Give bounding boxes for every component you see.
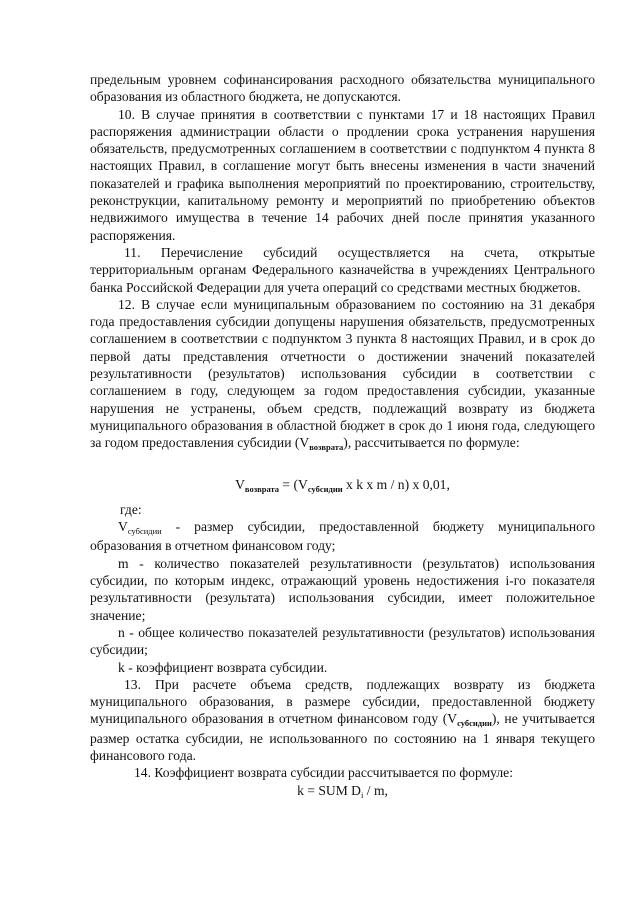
formula-coefficient xyxy=(90,782,595,801)
paragraph-13 xyxy=(90,676,595,764)
paragraph-13-end: ), не учитывается размер остатка субсидии, не использованного по состоянию на 1 января текущего финансового года. xyxy=(90,711,595,763)
definition-m: m - количество показателей результативности (результатов) использования субсидии, по которым индекс, отражающий уровень недостижения i-го показателя результативности (результата) использования субсидии, имеет положительное значение; xyxy=(90,555,595,623)
where-label: где: xyxy=(120,501,142,517)
definition-v-subsidy xyxy=(90,518,595,555)
formula2-start: k = SUM D xyxy=(297,782,362,798)
def-v-text: - размер субсидии, предоставленной бюджету муниципального образования в отчетном финансовом году; xyxy=(90,519,595,554)
definition-n: n - общее количество показателей результативности (результатов) использования субсидии; xyxy=(90,624,595,658)
formula2-subscript: i xyxy=(361,789,364,800)
p13-v-subscript: субсидии xyxy=(457,718,492,729)
formula-subsidy-subscript: субсидии xyxy=(307,483,343,494)
v-return-subscript: возврата xyxy=(309,442,344,453)
definition-k: k - коэффициент возврата субсидии. xyxy=(118,659,328,675)
def-v-subscript: субсидии xyxy=(127,526,162,537)
formula2-end: / m, xyxy=(363,782,388,798)
paragraph-intro: предельным уровнем софинансирования расходного обязательства муниципального образования из областного бюджета, не допускаются. xyxy=(90,72,595,105)
def-v-letter: V xyxy=(118,519,128,535)
formula-return-amount xyxy=(90,476,595,495)
paragraph-12-text: 12. В случае если муниципальным образованием по состоянию на 31 декабря года предоставления субсидии допущены нарушения обязательств, предусмотренных соглашением в соответствии с подпунктом 3 пункта 8 настоящих Правил, и в срок до первой даты представления отчетности о достижении значений показателей результативности (результатов) использования субсидии в соответствии с соглашением в году, следующем за годом предоставления субсидии, указанные нарушения не устранены, объем средств, подлежащий возврату из бюджета муниципального образования в областной бюджет в срок до 1 июня года, следующего за годом предоставления субсидии (V xyxy=(90,296,595,451)
paragraph-14: 14. Коэффициент возврата субсидии рассчитывается по формуле: xyxy=(134,765,513,781)
paragraph-13-text: 13. При расчете объема средств, подлежащих возврату из бюджета муниципального образования, в размере субсидии, предоставленной бюджету муниципального образования в отчетном финансовом году (V xyxy=(90,676,595,727)
document-page xyxy=(90,71,595,801)
formula-end: x k x m / n) x 0,01, xyxy=(342,476,450,492)
formula-mid: = (V xyxy=(279,476,308,492)
paragraph-11: 11. Перечисление субсидий осуществляется на счета, открытые территориальным органам Федерального казначейства в учреждениях Центрального банка Российской Федерации для учета операций со средствами местных бюджетов. xyxy=(90,244,595,295)
paragraph-10: 10. В случае принятия в соответствии с пунктами 17 и 18 настоящих Правил распоряжения администрации области о продлении срока устранения нарушения обязательств, предусмотренных соглашением в соответствии с подпунктом 4 пункта 8 настоящих Правил, в соглашение могут быть внесены изменения в части значений показателей и графика выполнения мероприятий по проектированию, строительству, реконструкции, капитальному ремонту и мероприятий по приобретению объектов недвижимого имущества в течение 14 рабочих дней после принятия указанного распоряжения. xyxy=(90,106,595,243)
formula-v: V xyxy=(235,476,245,492)
formula-v-subscript: возврата xyxy=(244,483,279,494)
paragraph-12-end: ), рассчитывается по формуле: xyxy=(343,435,520,451)
paragraph-12 xyxy=(90,296,595,454)
